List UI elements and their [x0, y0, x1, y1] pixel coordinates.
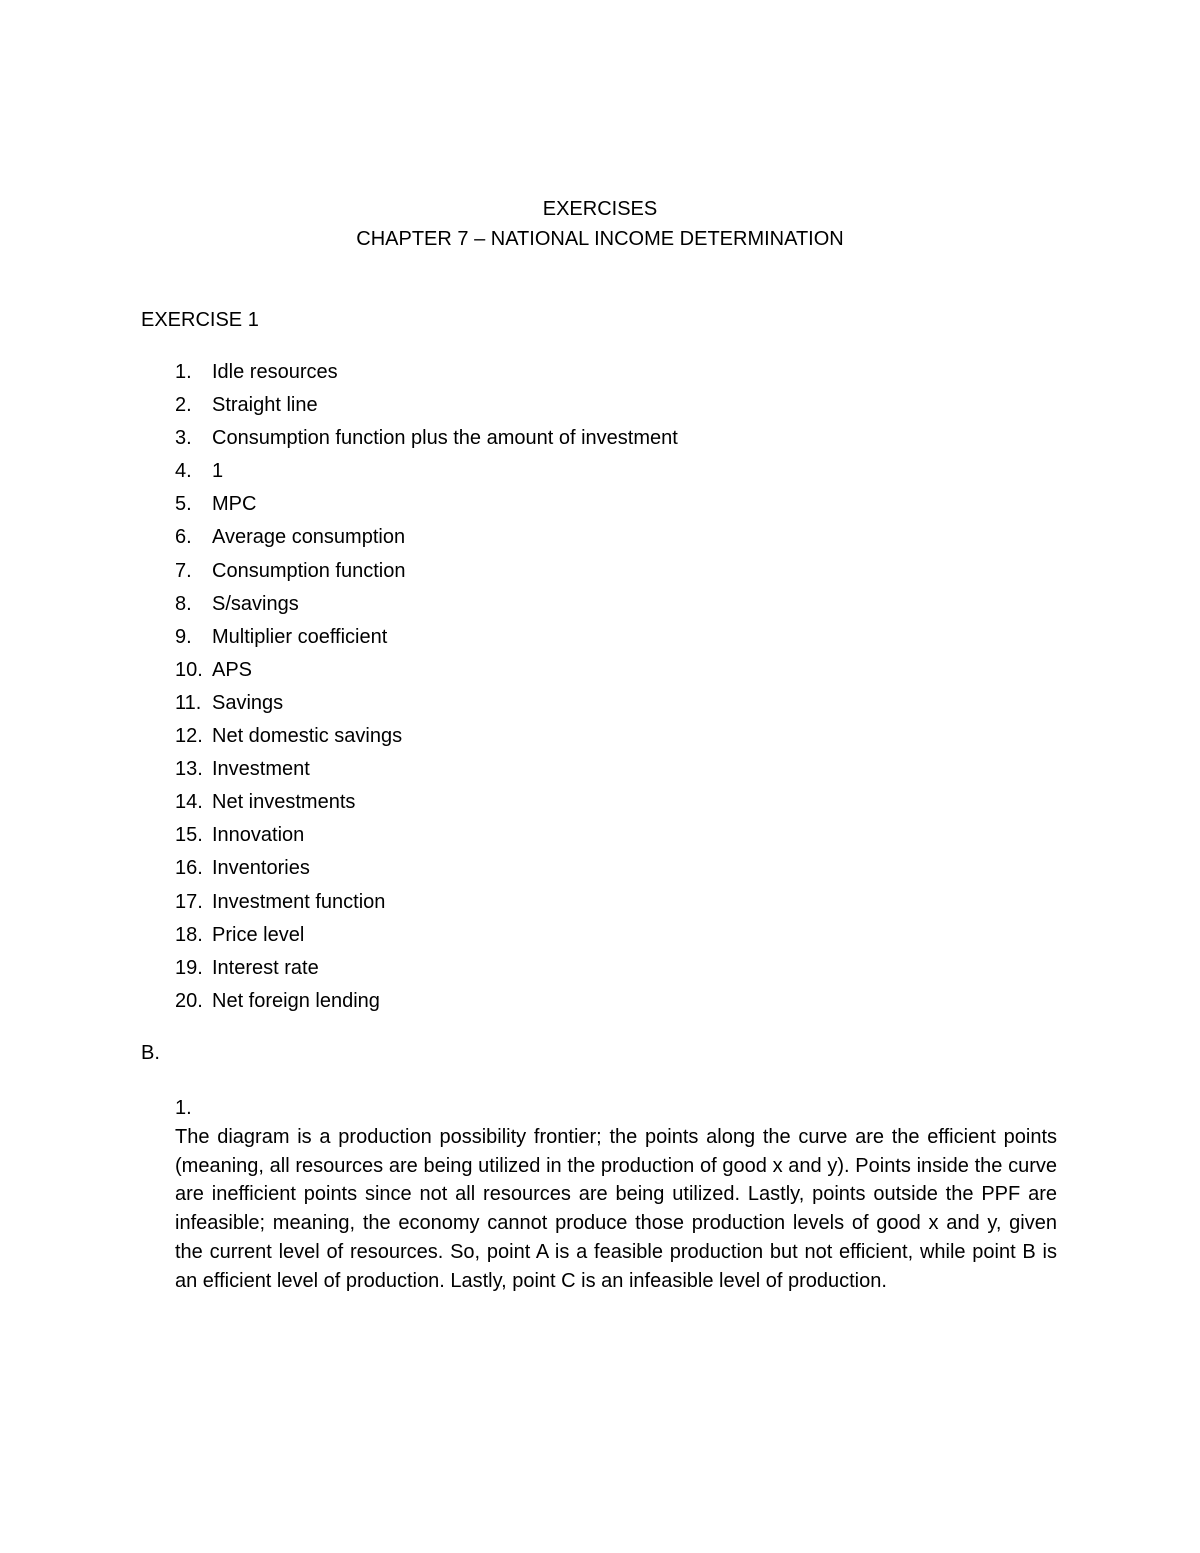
answer-number: 4. — [175, 460, 192, 483]
exercise-1-heading: EXERCISE 1 — [141, 309, 259, 331]
answer-text: Straight line — [212, 394, 318, 417]
answer-number: 2. — [175, 394, 192, 417]
answer-text: Savings — [212, 691, 284, 714]
answer-text: Interest rate — [212, 956, 319, 979]
list-item — [175, 425, 678, 458]
answer-text: Investment function — [212, 890, 386, 913]
answer-text: APS — [212, 658, 253, 681]
answer-number: 16. — [175, 857, 203, 880]
answer-number: 7. — [175, 559, 192, 582]
list-item — [175, 558, 678, 591]
answer-text: Net domestic savings — [212, 725, 403, 748]
list-item — [175, 889, 678, 922]
chapter-title: CHAPTER 7 – NATIONAL INCOME DETERMINATION — [356, 228, 844, 250]
list-item — [175, 789, 678, 822]
list-item — [175, 855, 678, 888]
answer-number: 1. — [175, 361, 192, 383]
answer-number: 3. — [175, 427, 192, 450]
answer-number: 13. — [175, 758, 203, 781]
section-b-item-number: 1. — [175, 1097, 192, 1119]
answer-number: 9. — [175, 625, 192, 648]
answer-number: 15. — [175, 824, 203, 847]
answer-text: Investment — [212, 758, 310, 781]
answer-text: 1 — [212, 460, 224, 483]
answer-number: 6. — [175, 526, 192, 549]
answer-number: 17. — [175, 890, 203, 913]
answer-text: Average consumption — [212, 526, 406, 549]
answer-number: 11. — [175, 691, 202, 714]
list-item — [175, 524, 678, 557]
list-item — [175, 955, 678, 988]
list-item — [175, 624, 678, 657]
answer-text: Net investments — [212, 791, 356, 814]
answer-text: Idle resources — [212, 361, 338, 383]
answer-number: 5. — [175, 493, 192, 516]
list-item — [175, 922, 678, 955]
document-title: EXERCISES — [542, 198, 658, 220]
list-item — [175, 690, 678, 723]
answer-text: Consumption function — [212, 559, 406, 582]
answer-number: 8. — [175, 592, 192, 615]
section-b-answer-paragraph: The diagram is a production possibility frontier; the points along the curve are the efficient points (meaning, all resources are being utilized in the production of good x and y). Points inside the curve are inefficient points since not all resources are being utilized. Lastly, points outside the PPF are infeasible; meaning, the economy cannot produce those production levels of good x and y, given the current level of resources. So, point A is a feasible production but not efficient, while point B is an efficient level of production. Lastly, point C is an infeasible level of production. — [175, 1126, 1057, 1292]
answer-text: Multiplier coefficient — [212, 625, 388, 648]
list-item — [175, 458, 678, 491]
section-b-heading: B. — [141, 1042, 160, 1064]
answer-text: S/savings — [212, 592, 299, 615]
list-item — [175, 591, 678, 624]
list-item — [175, 822, 678, 855]
answer-number: 12. — [175, 725, 203, 748]
list-item — [175, 392, 678, 425]
answer-text: Inventories — [212, 857, 310, 880]
list-item — [175, 359, 678, 392]
answer-text: Net foreign lending — [212, 989, 380, 1012]
list-item — [175, 657, 678, 690]
list-item — [175, 988, 678, 1021]
answer-number: 20. — [175, 989, 203, 1012]
answer-text: Innovation — [212, 824, 305, 847]
answer-number: 10. — [175, 658, 203, 681]
answer-number: 14. — [175, 791, 203, 814]
list-item — [175, 491, 678, 524]
answer-number: 18. — [175, 923, 203, 946]
answer-text: MPC — [212, 493, 257, 516]
answer-text: Price level — [212, 923, 305, 946]
answer-list — [175, 359, 678, 1021]
answer-number: 19. — [175, 956, 203, 979]
list-item — [175, 723, 678, 756]
list-item — [175, 756, 678, 789]
answer-text: Consumption function plus the amount of investment — [212, 427, 678, 450]
